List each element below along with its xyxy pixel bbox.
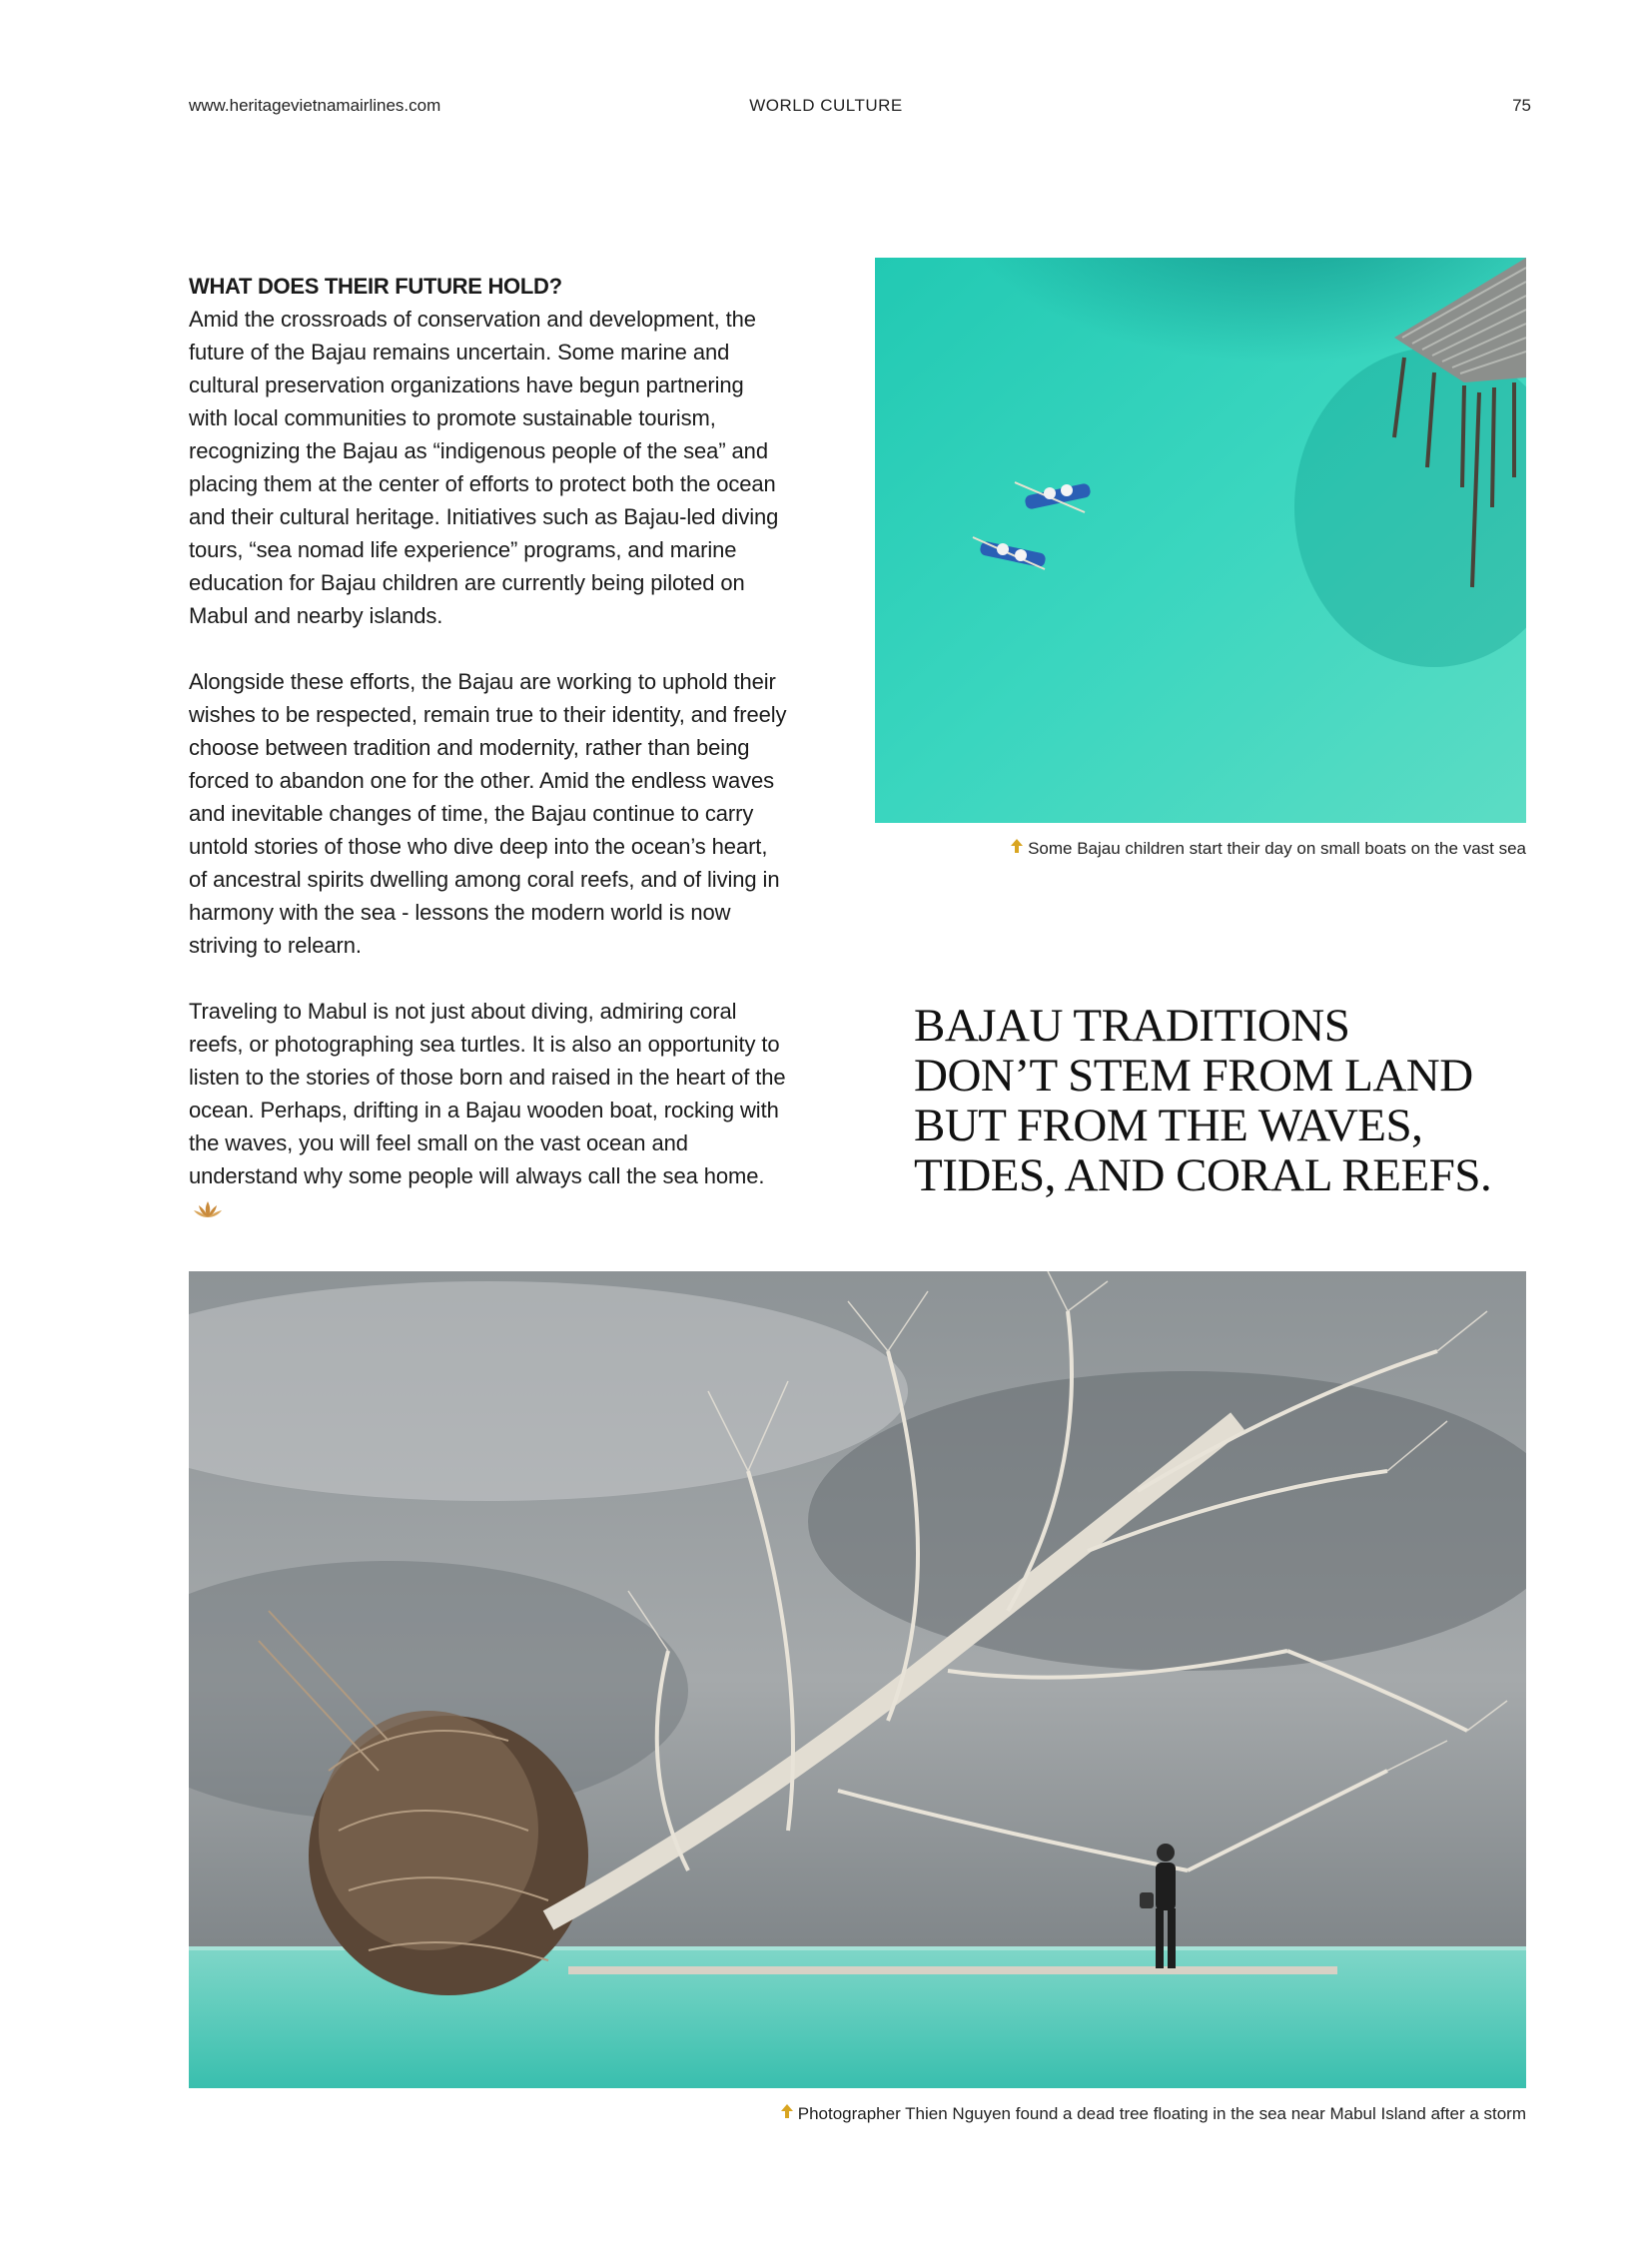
page-number: 75 <box>1512 96 1531 115</box>
paragraph-1 <box>189 303 788 632</box>
bottom-photo-caption <box>780 2103 1526 2124</box>
pull-quote-line: BAJAU TRADITIONS <box>914 1000 1350 1052</box>
paragraph-3-text: Traveling to Mabul is not just about diving, admiring coral reefs, or photographing sea turtles. It is also an opportunity to listen to the stories of those born and raised in the heart of the ocean. Perhaps, drifting in a Bajau wooden boat, rocking with the waves, you will feel small on the vast ocean and understand why some people will always call the sea home. <box>189 999 786 1188</box>
pull-quote-line: BUT FROM THE WAVES, <box>914 1100 1423 1151</box>
paragraph-3 <box>189 995 788 1228</box>
pull-quote-line: TIDES, AND CORAL REEFS. <box>914 1149 1492 1201</box>
bottom-caption-text: Photographer Thien Nguyen found a dead tree floating in the sea near Mabul Island after a storm <box>797 2103 1526 2123</box>
article-body <box>189 270 788 1228</box>
section-title: WORLD CULTURE <box>749 96 903 115</box>
arrow-up-icon <box>1010 838 1024 859</box>
lotus-icon <box>193 1195 223 1228</box>
website-url[interactable]: www.heritagevietnamairlines.com <box>189 96 441 115</box>
paragraph-2-text: Alongside these efforts, the Bajau are working to uphold their wishes to be respected, remain true to their identity, and freely choose between tradition and modernity, rather than being forced to abandon one for the other. Amid the endless waves and inevitable changes of time, the Bajau continue to carry untold stories of those who dive deep into the ocean’s heart, of ancestral spirits dwelling among coral reefs, and of living in harmony with the sea - lessons the modern world is now striving to relearn. <box>189 669 787 958</box>
aerial-sea-photo <box>875 258 1526 823</box>
paragraph-1-text: Amid the crossroads of conservation and development, the future of the Bajau remains uncertain. Some marine and cultural preservation organizations have begun partnering with local communities to promote sustainable tourism, recognizing the Bajau as “indigenous people of the sea” and placing them at the center of efforts to protect both the ocean and their cultural heritage. Initiatives such as Bajau-led diving tours, “sea nomad life experience” programs, and marine education for Bajau children are currently being piloted on Mabul and nearby islands. <box>189 307 779 628</box>
pull-quote <box>914 1001 1513 1200</box>
dead-tree-photo <box>189 1271 1526 2088</box>
arrow-up-icon <box>780 2103 794 2124</box>
pull-quote-line: DON’T STEM FROM LAND <box>914 1050 1473 1102</box>
top-caption-text: Some Bajau children start their day on small boats on the vast sea <box>1028 838 1526 858</box>
paragraph-2 <box>189 665 788 962</box>
top-photo-caption <box>1010 838 1526 859</box>
section-heading: WHAT DOES THEIR FUTURE HOLD? <box>189 274 562 299</box>
